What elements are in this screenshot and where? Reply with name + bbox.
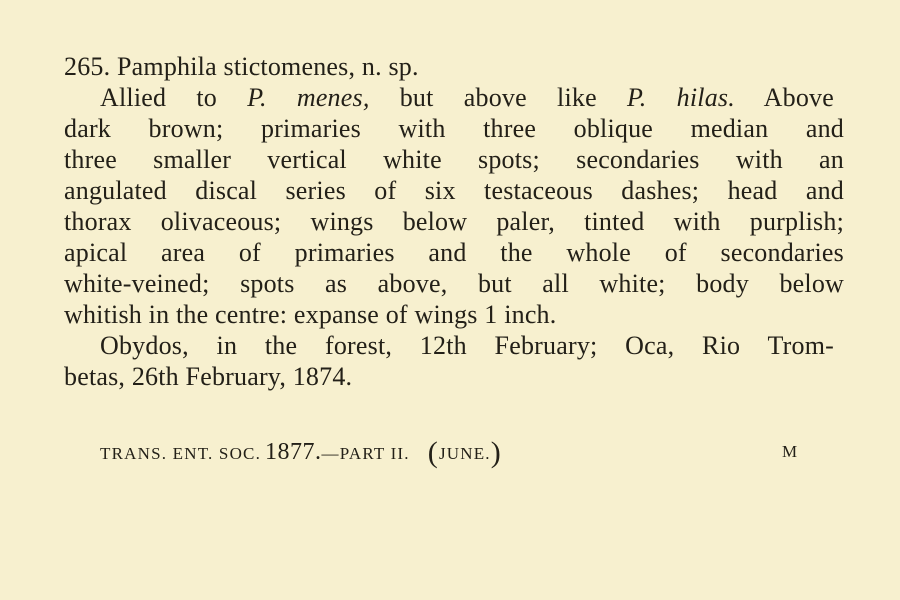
species-name: Pamphila stictomenes, n. sp. bbox=[117, 52, 419, 81]
locality-line-2: betas, 26th February, 1874. bbox=[64, 362, 353, 391]
description-line-8: whitish in the centre: expanse of wings 1 inch. bbox=[64, 300, 557, 329]
journal-issue bbox=[427, 436, 502, 469]
locality-line-1: Obydos, in the forest, 12th February; Oca, Rio Trom- bbox=[100, 331, 834, 360]
journal-title: TRANS. ENT. SOC. bbox=[100, 444, 262, 463]
description-line-6: apical area of primaries and the whole of secondaries bbox=[64, 238, 844, 267]
entry-number: 265. bbox=[64, 52, 111, 81]
description-line-4: angulated discal series of six testaceous dashes; head and bbox=[64, 176, 844, 205]
text-run: but above like bbox=[369, 83, 628, 112]
description-line-1 bbox=[100, 83, 834, 113]
text-run: Allied to bbox=[100, 83, 248, 112]
description-line-2: dark brown; primaries with three oblique median and bbox=[64, 114, 844, 143]
page-footer bbox=[100, 436, 800, 470]
text-run: Above bbox=[734, 83, 835, 112]
description-line-3: three smaller vertical white spots; secondaries with an bbox=[64, 145, 844, 174]
entry-heading bbox=[64, 52, 844, 82]
description-line-5: thorax olivaceous; wings below paler, tinted with purplish; bbox=[64, 207, 844, 236]
signature-mark: M bbox=[782, 442, 799, 461]
italic-species-ref: P. hilas. bbox=[627, 83, 735, 112]
journal-part: —PART II. bbox=[321, 444, 410, 463]
description-line-7: white-veined; spots as above, but all white; body below bbox=[64, 269, 844, 298]
paren-open: ( bbox=[427, 436, 439, 469]
italic-species-ref: P. menes, bbox=[247, 83, 370, 112]
issue-month: JUNE. bbox=[438, 444, 491, 463]
paren-close: ) bbox=[490, 436, 502, 469]
journal-year: 1877. bbox=[265, 439, 322, 465]
